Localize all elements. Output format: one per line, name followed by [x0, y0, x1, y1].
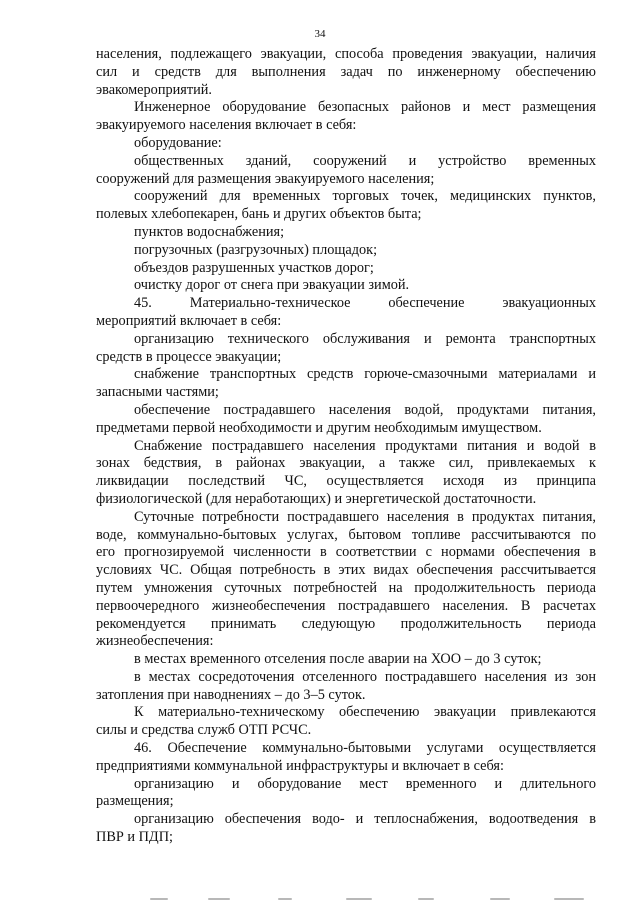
text-line: организацию и оборудование мест временного и длительного	[134, 775, 596, 792]
text-line: эвакуируемого населения включает в себя:	[96, 117, 357, 134]
scan-mark	[150, 898, 168, 900]
text-line: его прогнозируемой численности в соответствии с нормами обеспечения в	[96, 544, 596, 561]
text-line: путем умножения суточных потребностей на продолжительность периода	[96, 579, 596, 596]
text-line: 46. Обеспечение коммунально-бытовыми услугами осуществляется	[134, 740, 596, 757]
scan-mark	[418, 898, 434, 900]
text-line: Суточные потребности пострадавшего населения в продуктах питания,	[134, 508, 596, 525]
scan-mark	[208, 898, 230, 900]
text-line: снабжение транспортных средств горюче-смазочными материалами и	[134, 366, 596, 383]
text-line: воде, коммунально-бытовых услугах, бытовом топливе рассчитываются по	[96, 526, 596, 543]
text-line: сооружений для размещения эвакуируемого населения;	[96, 170, 435, 187]
text-line: жизнеобеспечения:	[96, 633, 214, 650]
text-line: размещения;	[96, 793, 174, 810]
text-line: погрузочных (разгрузочных) площадок;	[134, 241, 378, 258]
scan-edge-artifacts	[150, 896, 590, 902]
text-line: зонах бедствия, в районах эвакуации, а также сил, привлекаемых к	[96, 455, 596, 472]
text-line: запасными частями;	[96, 384, 219, 401]
text-line: Инженерное оборудование безопасных районов и мест размещения	[134, 99, 596, 116]
text-line: средств в процессе эвакуации;	[96, 348, 282, 365]
scan-mark	[346, 898, 372, 900]
scan-mark	[490, 898, 510, 900]
text-line: в местах сосредоточения отселенного пострадавшего населения из зон	[134, 668, 596, 685]
text-line: 45. Материально-техническое обеспечение эвакуационных	[134, 295, 596, 312]
text-line: рекомендуется принимать следующую продолжительность периода	[96, 615, 596, 632]
text-line: ПВР и ПДП;	[96, 829, 173, 846]
text-line: предметами первой необходимости и другим необходимым имуществом.	[96, 419, 542, 436]
text-line: ликвидации последствий ЧС, осуществляется исходя из принципа	[96, 473, 596, 490]
document-body	[96, 46, 596, 847]
text-line: оборудование:	[134, 134, 222, 151]
text-line: сил и средств для выполнения задач по инженерному обеспечению	[96, 63, 596, 80]
text-line: К материально-техническому обеспечению эвакуации привлекаются	[134, 704, 596, 721]
text-line: предприятиями коммунальной инфраструктуры и включает в себя:	[96, 757, 504, 774]
text-line: обеспечение пострадавшего населения водой, продуктами питания,	[134, 401, 596, 418]
text-line: организацию технического обслуживания и ремонта транспортных	[134, 330, 596, 347]
text-line: Снабжение пострадавшего населения продуктами питания и водой в	[134, 437, 596, 454]
text-line: в местах временного отселения после аварии на ХОО – до 3 суток;	[134, 651, 542, 668]
text-line: мероприятий включает в себя:	[96, 312, 282, 329]
scan-mark	[278, 898, 292, 900]
text-line: объездов разрушенных участков дорог;	[134, 259, 374, 276]
text-line: затопления при наводнениях – до 3–5 суток.	[96, 686, 366, 703]
text-line: организацию обеспечения водо- и теплоснабжения, водоотведения в	[134, 811, 596, 828]
text-line: силы и средства служб ОТП РСЧС.	[96, 722, 312, 739]
text-line: населения, подлежащего эвакуации, способа проведения эвакуации, наличия	[96, 46, 596, 62]
page-number: 34	[314, 28, 326, 40]
text-line: эвакомероприятий.	[96, 81, 212, 98]
scan-mark	[554, 898, 584, 900]
text-line: условиях ЧС. Общая потребность в этих видах обеспечения рассчитывается	[96, 562, 596, 579]
text-line: первоочередного жизнеобеспечения пострадавшего населения. В расчетах	[96, 597, 596, 614]
text-line: сооружений для временных торговых точек, медицинских пунктов,	[134, 188, 596, 205]
text-line: общественных зданий, сооружений и устройство временных	[134, 152, 596, 169]
text-line: пунктов водоснабжения;	[134, 223, 285, 240]
text-line: полевых хлебопекарен, бань и других объектов быта;	[96, 206, 422, 223]
text-line: физиологической (для неработающих) и энергетической достаточности.	[96, 490, 537, 507]
text-line: очистку дорог от снега при эвакуации зимой.	[134, 277, 410, 294]
